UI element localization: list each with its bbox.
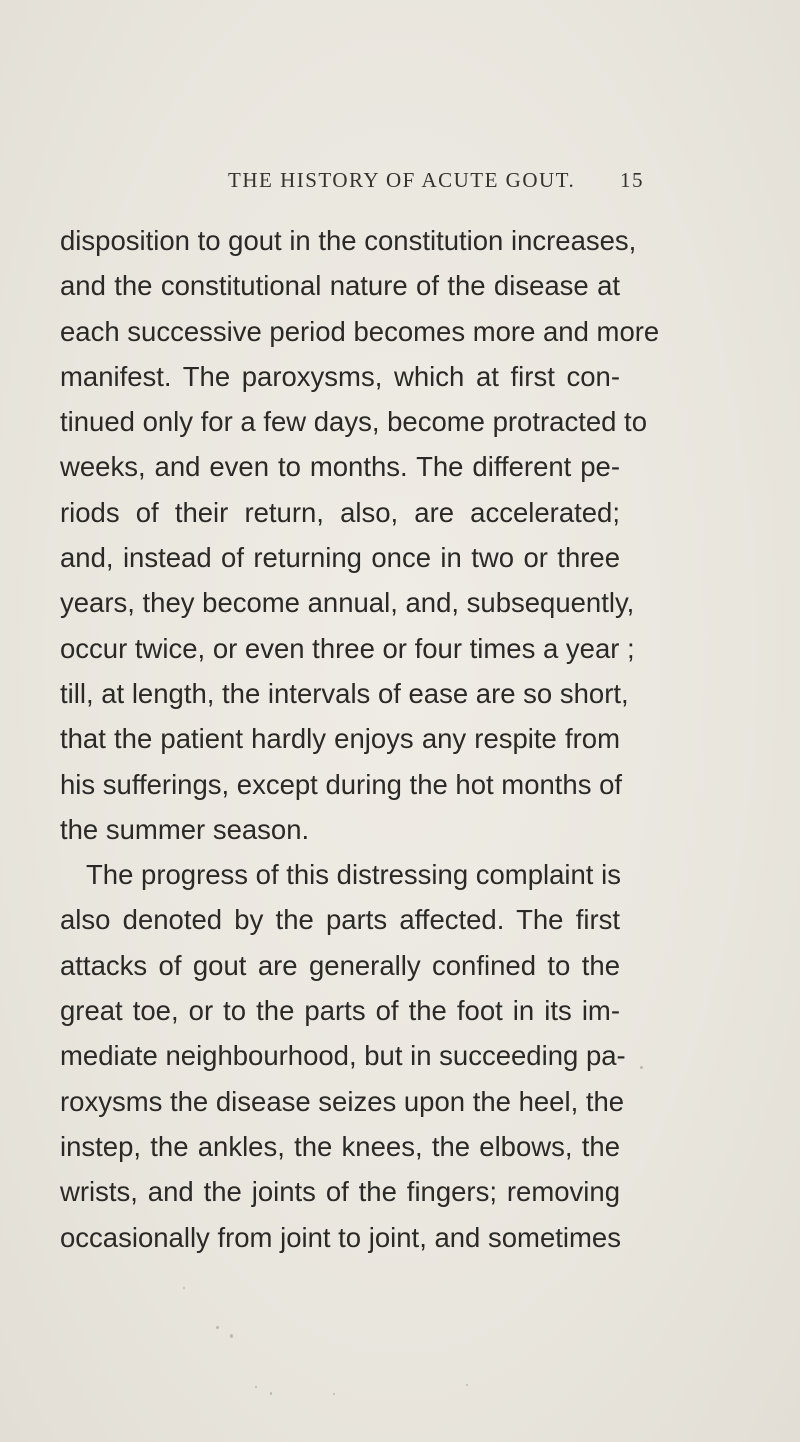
text-line: weeks, and even to months. The different pe- [60, 451, 620, 483]
text-line: wrists, and the joints of the fingers; removing [60, 1176, 620, 1208]
text-line: great toe, or to the parts of the foot in its im- [60, 995, 620, 1027]
text-line: The progress of this distressing complaint is [86, 859, 621, 891]
text-line: also denoted by the parts affected. The first [60, 904, 620, 936]
text-line: and the constitutional nature of the disease at [60, 270, 620, 302]
body-text [60, 218, 660, 1260]
text-line: manifest. The paroxysms, which at first con- [60, 360, 620, 392]
text-line: and, instead of returning once in two or three [60, 542, 620, 574]
text-line: attacks of gout are generally confined to the [60, 949, 620, 981]
page-number: 15 [620, 168, 644, 192]
paper-speck [216, 1326, 219, 1329]
text-line: instep, the ankles, the knees, the elbows, the [60, 1130, 620, 1162]
text-line: till, at length, the intervals of ease are so short, [60, 677, 629, 709]
text-line: roxysms the disease seizes upon the heel, the [60, 1085, 625, 1117]
text-line: occasionally from joint to joint, and sometimes [60, 1221, 621, 1253]
text-line: mediate neighbourhood, but in succeeding pa- [60, 1040, 626, 1072]
paper-speck [270, 1392, 272, 1395]
paper-speck [333, 1393, 335, 1395]
text-line: occur twice, or even three or four times a year ; [60, 632, 635, 664]
paper-speck [183, 1287, 185, 1289]
text-line: riods of their return, also, are accelerated; [60, 496, 620, 528]
text-line: that the patient hardly enjoys any respite from [60, 723, 620, 755]
text-line: each successive period becomes more and more [60, 315, 660, 347]
text-line: the summer season. [60, 813, 310, 845]
text-line: his sufferings, except during the hot months of [60, 768, 623, 800]
paper-speck [230, 1334, 233, 1338]
paper-speck [640, 1066, 643, 1069]
text-line: years, they become annual, and, subsequently, [60, 587, 635, 619]
paper-speck [255, 1386, 257, 1388]
text-line: tinued only for a few days, become protracted to [60, 406, 647, 438]
text-line: disposition to gout in the constitution increases, [60, 225, 637, 256]
running-title: THE HISTORY OF ACUTE GOUT. [228, 168, 576, 192]
paper-speck [466, 1384, 468, 1386]
